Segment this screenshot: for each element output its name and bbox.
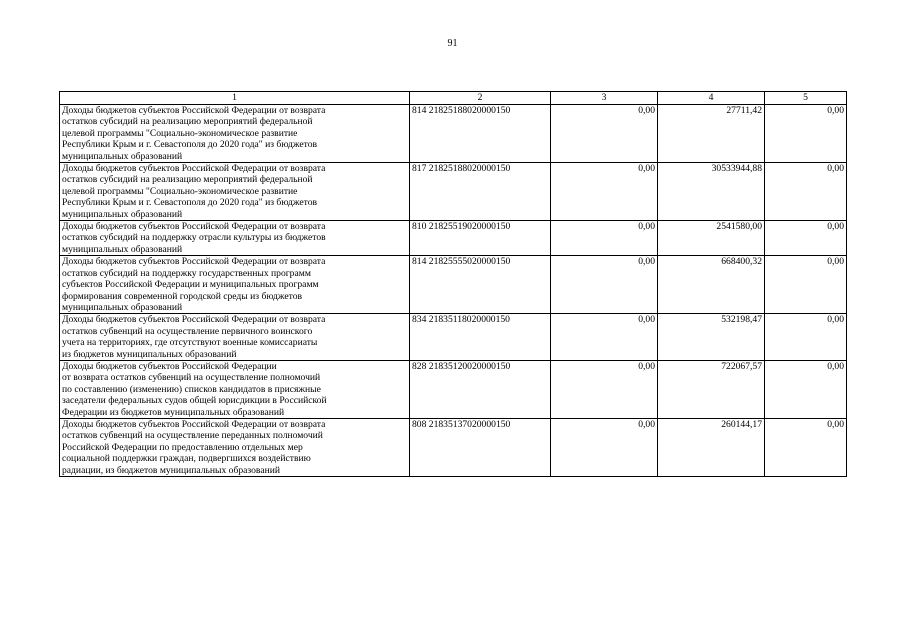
revenue-name-cell: Доходы бюджетов субъектов Российской Федерации от возврата остатков субвенций на осуществление полномочий по составлению (изменению) списков кандидатов в присяжные заседатели федеральных судов общей юрисдикции в Российской Федерации из бюджетов муниципальных образований [60,360,410,418]
table-row [60,163,847,221]
column-header-3: 3 [551,92,658,105]
column-header-1: 1 [60,92,410,105]
revenue-name-cell: Доходы бюджетов субъектов Российской Федерации от возврата остатков субвенций на осуществление первичного воинского учета на территориях, где отсутствуют военные комиссариаты из бюджетов муниципальных образований [60,314,410,361]
table-row [60,221,847,256]
table-row [60,360,847,418]
column-5-value: 0,00 [765,314,847,361]
column-4-value: 2541580,00 [658,221,765,256]
revenue-code-cell: 817 21825188020000150 [410,163,551,221]
column-header-4: 4 [658,92,765,105]
column-header-5: 5 [765,92,847,105]
revenue-table [59,91,847,477]
revenue-name-cell: Доходы бюджетов субъектов Российской Федерации от возврата остатков субсидий на поддержку отрасли культуры из бюджетов муниципальных образований [60,221,410,256]
revenue-name-cell: Доходы бюджетов субъектов Российской Федерации от возврата остатков субсидий на реализацию мероприятий федеральной целевой программы "Социально-экономическое развитие Республики Крым и г. Севастополя до 2020 года" из бюджетов муниципальных образований [60,163,410,221]
page-number: 91 [447,38,458,49]
table-row [60,314,847,361]
column-3-value: 0,00 [551,221,658,256]
revenue-name-cell: Доходы бюджетов субъектов Российской Федерации от возврата остатков субвенций на осуществление переданных полномочий Российской Федерации по предоставлению отдельных мер социальной поддержки граждан, подвергшихся воздействию радиации, из бюджетов муниципальных образований [60,418,410,476]
column-3-value: 0,00 [551,105,658,163]
revenue-code-cell: 814 21825188020000150 [410,105,551,163]
revenue-code-cell: 810 21825519020000150 [410,221,551,256]
table-row [60,256,847,314]
revenue-code-cell: 814 21825555020000150 [410,256,551,314]
column-5-value: 0,00 [765,360,847,418]
revenue-code-cell: 834 21835118020000150 [410,314,551,361]
table-row [60,105,847,163]
table-row [60,418,847,476]
revenue-name-cell: Доходы бюджетов субъектов Российской Федерации от возврата остатков субсидий на реализацию мероприятий федеральной целевой программы "Социально-экономическое развитие Республики Крым и г. Севастополя до 2020 года" из бюджетов муниципальных образований [60,105,410,163]
column-3-value: 0,00 [551,418,658,476]
table-header-row [60,92,847,105]
column-5-value: 0,00 [765,221,847,256]
column-3-value: 0,00 [551,314,658,361]
revenue-code-cell: 808 21835137020000150 [410,418,551,476]
column-5-value: 0,00 [765,418,847,476]
column-4-value: 260144,17 [658,418,765,476]
column-5-value: 0,00 [765,105,847,163]
column-4-value: 27711,42 [658,105,765,163]
revenue-name-cell: Доходы бюджетов субъектов Российской Федерации от возврата остатков субсидий на поддержку государственных программ субъектов Российской Федерации и муниципальных программ формирования современной городской среды из бюджетов муниципальных образований [60,256,410,314]
column-3-value: 0,00 [551,163,658,221]
column-5-value: 0,00 [765,256,847,314]
column-header-2: 2 [410,92,551,105]
column-3-value: 0,00 [551,360,658,418]
column-4-value: 532198,47 [658,314,765,361]
revenue-code-cell: 828 21835120020000150 [410,360,551,418]
column-4-value: 30533944,88 [658,163,765,221]
column-3-value: 0,00 [551,256,658,314]
column-4-value: 668400,32 [658,256,765,314]
column-5-value: 0,00 [765,163,847,221]
column-4-value: 722067,57 [658,360,765,418]
